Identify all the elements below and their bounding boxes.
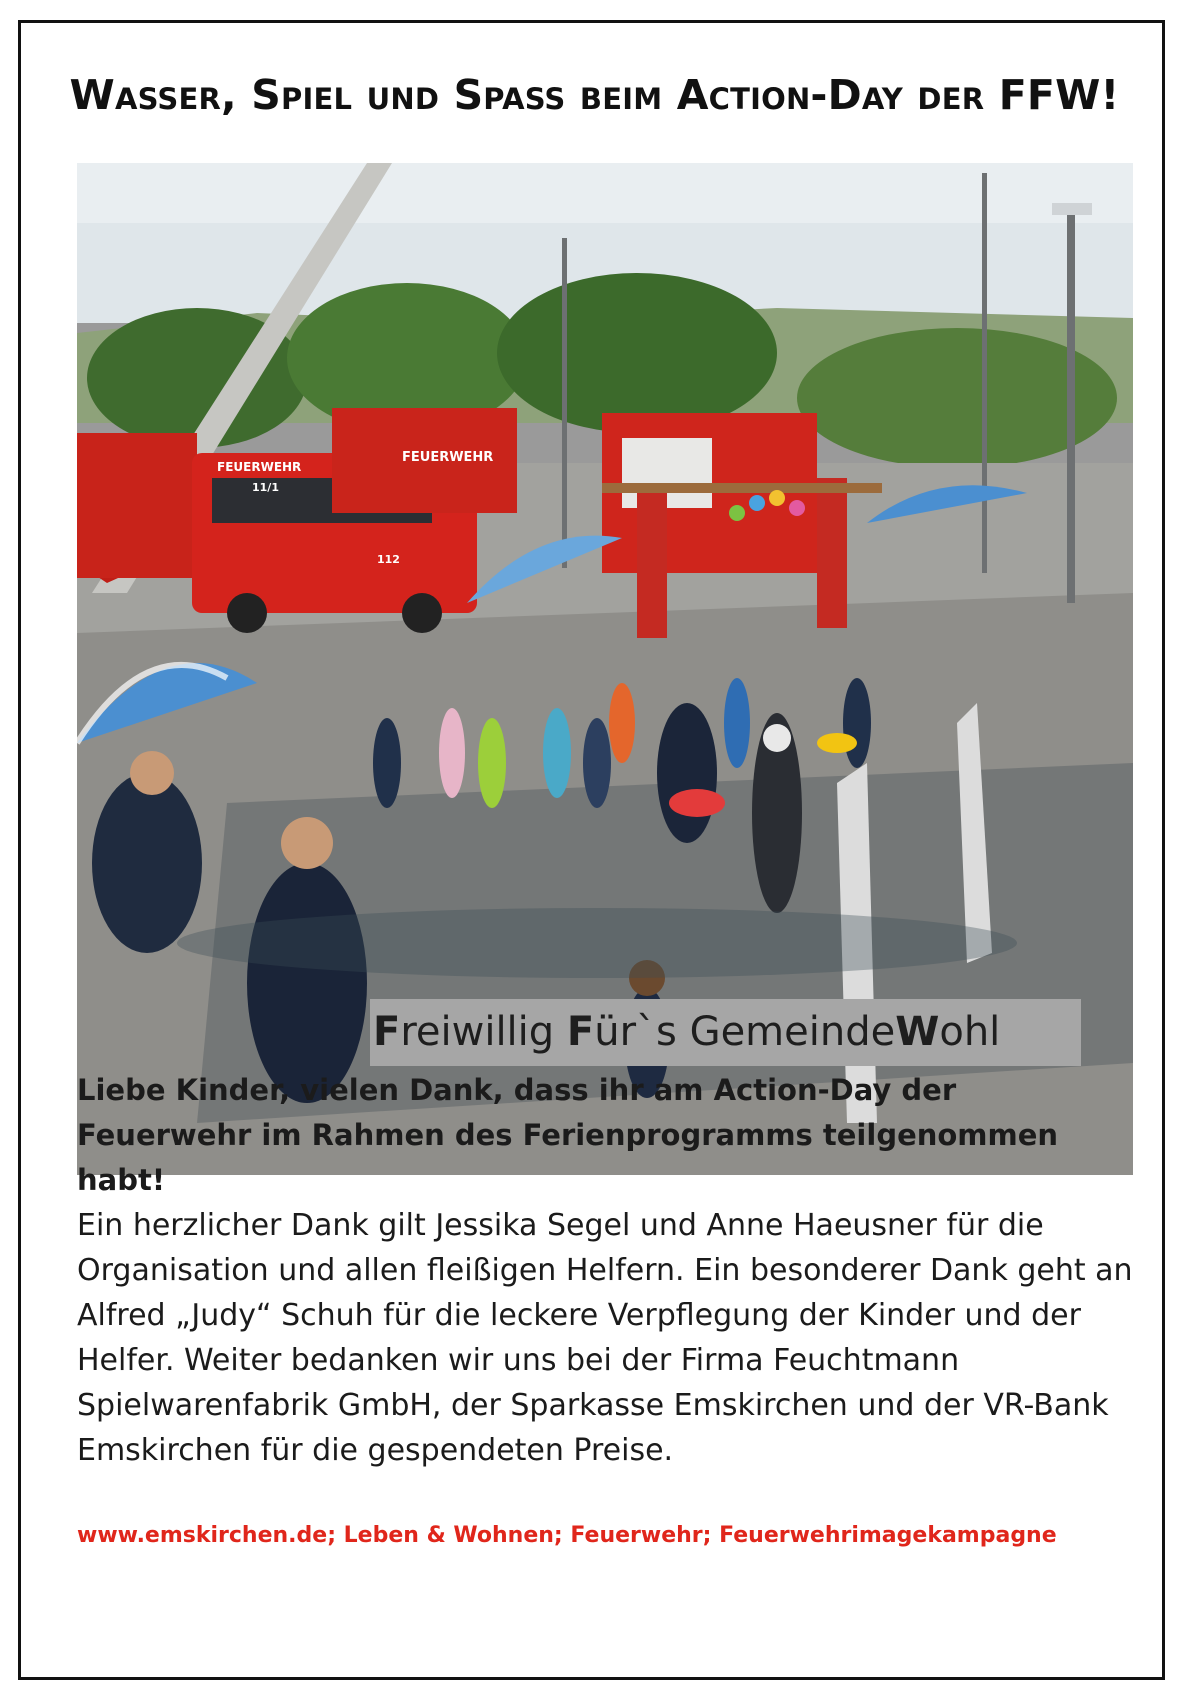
truck-sign: 11/1 bbox=[252, 481, 279, 494]
headline: Wasser, Spiel und Spaß beim Action-Day der FFW! bbox=[69, 71, 1120, 119]
intro-text: Liebe Kinder, vielen Dank, dass ihr am Action-Day der Feuerwehr im Rahmen des Ferienprogramms teilgenommen habt! bbox=[77, 1073, 1059, 1197]
truck-sign: FEUERWEHR bbox=[402, 450, 494, 465]
photo-caption: Freiwillig Für`s GemeindeWohl bbox=[373, 1009, 1001, 1055]
truck-sign: 112 bbox=[377, 553, 400, 566]
footer-links: www.emskirchen.de; Leben & Wohnen; Feuerwehr; Feuerwehrimagekampagne bbox=[77, 1523, 1057, 1548]
truck-sign: FEUERWEHR bbox=[217, 460, 302, 474]
body-text: Ein herzlicher Dank gilt Jessika Segel und Anne Haeusner für die Organisation und allen fleißigen Helfern. Ein besonderer Dank geht an Alfred „Judy“ Schuh für die leckere Verpflegung der Kinder und der Helfer. Weiter bedanken wir uns bei der Firma Feuchtmann Spielwarenfabrik GmbH, der Sparkasse Emskirchen und der VR-Bank Emskirchen für die gespendeten Preise. bbox=[77, 1208, 1133, 1468]
page-frame bbox=[18, 20, 1165, 1680]
